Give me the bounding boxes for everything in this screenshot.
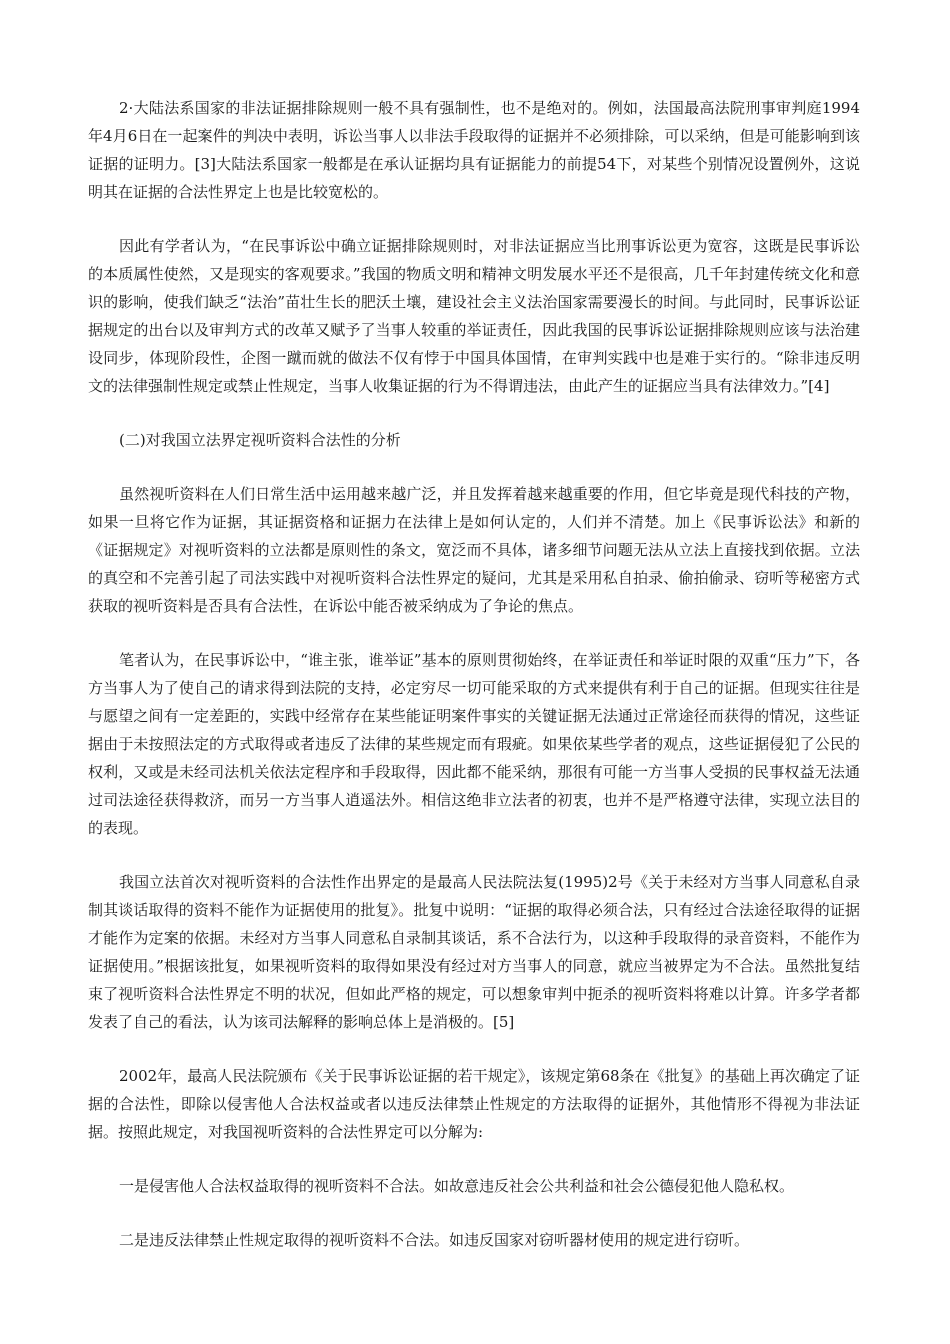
paragraph-point-one: 一是侵害他人合法权益取得的视听资料不合法。如故意违反社会公共利益和社会公德侵犯他人隐私权。 — [119, 1177, 795, 1195]
paragraph-first-legislation: 我国立法首次对视听资料的合法性作出界定的是最高人民法院法复(1995)2号《关于未经对方当事人同意私自录制其谈话取得的资料不能作为证据使用的批复》。批复中说明：“证据的取得必须合法，只有经过合法途径取得的证据才能作为定案的依据。未经对方当事人同意私自录制其谈话，系不合法行为，以这种手段取得的录音资料，不能作为证据使用。”根据该批复，如果视听资料的取得如果没有经过对方当事人的同意，就应当被界定为不合法。虽然批复结束了视听资料合法性界定不明的状况，但如此严格的规定，可以想象审判中扼杀的视听资料将难以计算。许多学者都发表了自己的看法，认为该司法解释的影响总体上是消极的。[5] — [88, 873, 860, 1031]
paragraph-author-opinion: 笔者认为，在民事诉讼中，“谁主张，谁举证”基本的原则贯彻始终，在举证责任和举证时限的双重“压力”下，各方当事人为了使自己的请求得到法院的支持，必定穷尽一切可能采取的方式来提供有利于自己的证据。但现实往往是与愿望之间有一定差距的，实践中经常存在某些能证明案件事实的关键证据无法通过正常途径而获得的情况，这些证据由于未按照法定的方式取得或者违反了法律的某些规定而有瑕疵。如果依某些学者的观点，这些证据侵犯了公民的权利，又或是未经司法机关依法定程序和手段取得，因此都不能采纳，那很有可能一方当事人受损的民事权益无法通过司法途径获得救济，而另一方当事人逍遥法外。相信这绝非立法者的初衷，也并不是严格遵守法律，实现立法目的的表现。 — [88, 651, 860, 837]
section-heading: (二)对我国立法界定视听资料合法性的分析 — [119, 431, 401, 449]
paragraph-point-two: 二是违反法律禁止性规定取得的视听资料不合法。如违反国家对窃听器材使用的规定进行窃听。 — [119, 1231, 750, 1249]
paragraph-2002-provisions: 2002年，最高人民法院颁布《关于民事诉讼证据的若干规定》，该规定第68条在《批复》的基础上再次确定了证据的合法性，即除以侵害他人合法权益或者以违反法律禁止性规定的方法取得的证据外，其他情形不得视为非法证据。按照此规定，对我国视听资料的合法性界定可以分解为: — [88, 1067, 860, 1141]
paragraph-audiovisual-background: 虽然视听资料在人们日常生活中运用越来越广泛，并且发挥着越来越重要的作用，但它毕竟是现代科技的产物，如果一旦将它作为证据，其证据资格和证据力在法律上是如何认定的，人们并不清楚。加上《民事诉讼法》和新的《证据规定》对视听资料的立法都是原则性的条文，宽泛而不具体，诸多细节问题无法从立法上直接找到依据。立法的真空和不完善引起了司法实践中对视听资料合法性界定的疑问，尤其是采用私自拍录、偷拍偷录、窃听等秘密方式获取的视听资料是否具有合法性，在诉讼中能否被采纳成为了争论的焦点。 — [88, 485, 860, 615]
paragraph-scholar-view: 因此有学者认为，“在民事诉讼中确立证据排除规则时，对非法证据应当比刑事诉讼更为宽容，这既是民事诉讼的本质属性使然，又是现实的客观要求。”我国的物质文明和精神文明发展水平还不是很高，几千年封建传统文化和意识的影响，使我们缺乏“法治”苗壮生长的肥沃土壤，建设社会主义法治国家需要漫长的时间。与此同时，民事诉讼证据规定的出台以及审判方式的改革又赋予了当事人较重的举证责任，因此我国的民事诉讼证据排除规则应该与法治建设同步，体现阶段性，企图一蹴而就的做法不仅有悖于中国具体国情，在审判实践中也是难于实行的。“除非违反明文的法律强制性规定或禁止性规定，当事人收集证据的行为不得谓违法，由此产生的证据应当具有法律效力。”[4] — [88, 237, 860, 395]
paragraph-civil-law-exclusion: 2·大陆法系国家的非法证据排除规则一般不具有强制性，也不是绝对的。例如，法国最高法院刑事审判庭1994年4月6日在一起案件的判决中表明，诉讼当事人以非法手段取得的证据并不必须排除，可以采纳，但是可能影响到该证据的证明力。[3]大陆法系国家一般都是在承认证据均具有证据能力的前提54下，对某些个别情况设置例外，这说明其在证据的合法性界定上也是比较宽松的。 — [88, 99, 860, 201]
